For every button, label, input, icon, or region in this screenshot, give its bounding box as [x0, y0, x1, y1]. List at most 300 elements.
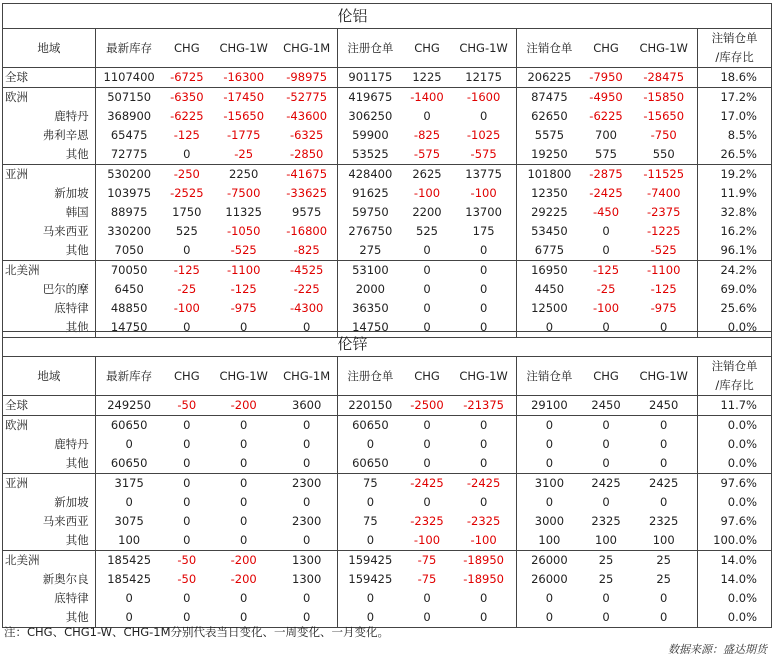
table-cell: 100 [630, 531, 697, 551]
column-header: CHG-1W [630, 357, 697, 396]
table-cell: -125 [582, 261, 630, 281]
table-cell: -125 [163, 261, 211, 281]
table-cell: 0.0% [698, 493, 772, 512]
table-cell: -575 [403, 145, 451, 165]
table-cell: -15650 [223, 109, 265, 123]
region-label: 马来西亚 [3, 512, 96, 531]
table-cell: 26000 [531, 572, 568, 586]
table-cell: 368900 [107, 109, 152, 123]
table-cell: 72775 [95, 145, 162, 165]
location-row [3, 512, 772, 531]
table-cell: 25.6% [698, 299, 772, 318]
region-row [3, 165, 772, 185]
table-title: 伦铝 [337, 4, 771, 29]
table-cell: 0 [423, 591, 431, 605]
table-cell: -75 [417, 572, 437, 586]
data-source: 数据来源：盛达期货 [668, 643, 767, 656]
table-cell: 0 [517, 454, 582, 474]
column-header: CHG [582, 29, 630, 68]
table-cell: 0 [211, 454, 276, 474]
table-cell: -7400 [630, 184, 697, 203]
table-cell: 2250 [211, 165, 276, 185]
region-row [3, 396, 772, 416]
table-cell: 530200 [95, 165, 162, 185]
table-cell: 13700 [451, 203, 516, 222]
table-cell: 3100 [517, 474, 582, 494]
column-header: CHG-1W [211, 357, 276, 396]
table-cell: -6225 [170, 109, 204, 123]
table-cell: 0 [582, 608, 630, 628]
table-cell: 100.0% [698, 531, 772, 551]
table-cell: 0.0% [698, 318, 772, 338]
table-cell: 525 [175, 224, 198, 238]
column-header: CHG-1W [451, 357, 516, 396]
table-cell: 14.0% [698, 570, 772, 589]
location-row [3, 145, 772, 165]
table-cell: -100 [413, 186, 441, 200]
table-cell: -1775 [226, 128, 261, 142]
column-header: CHG [163, 29, 211, 68]
location-row [3, 126, 772, 145]
table-cell: -50 [163, 551, 211, 571]
table-cell: 0 [517, 416, 582, 436]
table-cell: 0 [451, 589, 516, 608]
table-cell: 0 [211, 416, 276, 436]
table-cell: -25 [177, 282, 197, 296]
table-cell: 0 [403, 454, 451, 474]
location-row [3, 454, 772, 474]
table-cell: 25 [598, 572, 614, 586]
table-cell: 0 [183, 495, 191, 509]
column-header: CHG [163, 357, 211, 396]
table-cell: -50 [177, 572, 197, 586]
table-cell: 0 [276, 454, 337, 474]
table-cell: 101800 [517, 165, 582, 185]
table-cell: 306250 [348, 109, 393, 123]
table-cell: 0 [163, 145, 211, 165]
region-label: 底特律 [3, 299, 96, 318]
column-header: 注销仓单 [517, 29, 582, 68]
table-cell: 29225 [531, 205, 568, 219]
table-cell: -43600 [276, 107, 337, 126]
region-row [3, 88, 772, 108]
table-cell: 60650 [337, 454, 402, 474]
table-cell: 2625 [403, 165, 451, 185]
region-label: 其他 [3, 531, 96, 551]
table-cell: 0 [451, 107, 516, 126]
table-cell: -2500 [403, 396, 451, 416]
table-cell: 26.5% [698, 145, 772, 165]
table-cell: 2450 [630, 396, 697, 416]
table-cell: 275 [337, 241, 402, 261]
table-cell: 700 [595, 128, 617, 142]
region-label: 新奥尔良 [3, 570, 96, 589]
table-cell: 0 [630, 435, 697, 454]
table-cell: 525 [416, 224, 438, 238]
table-cell: 0 [451, 416, 516, 436]
table-cell: 0 [211, 608, 276, 628]
column-header: CHG-1W [211, 29, 276, 68]
table-cell: 1300 [276, 570, 337, 589]
region-label: 新加坡 [3, 184, 96, 203]
table-cell: 91625 [352, 186, 389, 200]
table-cell: 62650 [531, 109, 568, 123]
table-cell: 2325 [591, 514, 621, 528]
table-cell: 8.5% [698, 126, 772, 145]
table-cell: 0 [451, 493, 516, 512]
table-cell: 25 [582, 551, 630, 571]
table-cell: 0 [582, 416, 630, 436]
table-cell: -75 [403, 551, 451, 571]
table-cell: 0 [602, 495, 610, 509]
table-cell: 0 [337, 531, 402, 551]
header-row [3, 357, 772, 396]
table-cell: -2425 [589, 186, 623, 200]
table-cell: -6225 [589, 109, 623, 123]
column-header: 地域 [3, 357, 96, 396]
table-cell: -975 [230, 301, 257, 315]
table-cell: 0 [423, 437, 431, 451]
table-cell: -15650 [630, 107, 697, 126]
table-cell: -125 [173, 128, 200, 142]
table-cell: 0 [211, 318, 276, 338]
table-cell: 88975 [110, 205, 148, 219]
table-cell: 0 [125, 437, 133, 451]
table-cell: 0 [163, 531, 211, 551]
table-cell: 0 [403, 241, 451, 261]
region-label: 新加坡 [3, 493, 96, 512]
location-row [3, 241, 772, 261]
table-cell: 65475 [110, 128, 148, 142]
table-cell: 2200 [412, 205, 442, 219]
region-label: 鹿特丹 [3, 107, 96, 126]
table-cell: 75 [363, 514, 378, 528]
table-cell: -50 [163, 396, 211, 416]
table-cell: 0 [95, 608, 162, 628]
table-cell: 100 [582, 531, 630, 551]
table-cell: -2875 [582, 165, 630, 185]
region-label: 北美洲 [3, 261, 96, 281]
region-label: 其他 [3, 608, 96, 628]
region-label: 其他 [3, 318, 96, 338]
table-cell: -7500 [226, 186, 261, 200]
table-cell: 2000 [355, 282, 385, 296]
region-label: 北美洲 [3, 551, 96, 571]
table-cell: -25 [211, 145, 276, 165]
table-cell: 428400 [337, 165, 402, 185]
table-cell: 0 [582, 454, 630, 474]
column-header: 最新库存 [95, 29, 162, 68]
region-label: 亚洲 [3, 474, 96, 494]
table-cell: 185425 [95, 551, 162, 571]
table-cell: 3075 [114, 514, 144, 528]
table-cell: 507150 [95, 88, 162, 108]
table-cell: 2300 [276, 474, 337, 494]
region-label: 底特律 [3, 589, 96, 608]
table-cell: 0 [602, 224, 610, 238]
aluminum-inventory-table [2, 3, 772, 338]
table-cell: 25 [630, 551, 697, 571]
table-cell: 5575 [534, 128, 565, 142]
region-row [3, 261, 772, 281]
table-cell: 0 [630, 493, 697, 512]
region-label: 其他 [3, 241, 96, 261]
table-cell: 2450 [582, 396, 630, 416]
region-row [3, 416, 772, 436]
column-header: CHG [403, 357, 451, 396]
table-cell: 25 [630, 570, 697, 589]
table-cell: 6775 [517, 241, 582, 261]
table-cell: 0.0% [698, 454, 772, 474]
table-cell: 0 [630, 318, 697, 338]
table-cell: -975 [630, 299, 697, 318]
footnote: 注：CHG、CHG1-W、CHG-1M分别代表当日变化、一周变化、一月变化。 [4, 625, 390, 639]
table-cell: 0 [276, 589, 337, 608]
table-cell: 3000 [534, 514, 565, 528]
header-row [3, 29, 772, 68]
table-cell: 0 [276, 493, 337, 512]
table-cell: 59900 [352, 128, 389, 142]
table-cell: -200 [211, 396, 276, 416]
table-cell: 0 [630, 589, 697, 608]
table-cell: 60650 [95, 454, 162, 474]
table-cell: -100 [451, 531, 516, 551]
table-cell: 0 [276, 435, 337, 454]
table-cell: 53450 [531, 224, 568, 238]
table-cell: -52775 [276, 88, 337, 108]
table-cell: 0 [582, 241, 630, 261]
location-row [3, 280, 772, 299]
table-cell: -125 [630, 280, 697, 299]
table-cell: 0 [366, 495, 375, 509]
region-label: 全球 [3, 68, 96, 88]
table-cell: -18950 [451, 570, 516, 589]
table-cell: 0 [366, 591, 375, 605]
table-cell: -2425 [451, 474, 516, 494]
table-cell: -18950 [451, 551, 516, 571]
table-cell: 29100 [517, 396, 582, 416]
table-cell: 0 [423, 282, 431, 296]
table-cell: 60650 [95, 416, 162, 436]
table-cell: -1100 [211, 261, 276, 281]
table-cell: 0 [276, 608, 337, 628]
table-cell: -2425 [403, 474, 451, 494]
table-cell: 0 [403, 608, 451, 628]
location-row [3, 589, 772, 608]
table-cell: 13775 [451, 165, 516, 185]
table-cell: -2325 [410, 514, 444, 528]
table-cell: 36350 [352, 301, 389, 315]
table-cell: 19250 [517, 145, 582, 165]
table-cell: 0 [163, 454, 211, 474]
column-header: CHG-1W [451, 29, 516, 68]
table-cell: 159425 [337, 551, 402, 571]
table-cell: -1400 [403, 88, 451, 108]
table-cell: 100 [517, 531, 582, 551]
table-cell: 0 [276, 318, 337, 338]
table-cell: 12175 [451, 68, 516, 88]
table-cell: -2525 [170, 186, 204, 200]
table-cell: 17.0% [698, 107, 772, 126]
table-cell: 60650 [337, 416, 402, 436]
column-header: 注销仓单 /库存比 [698, 29, 772, 68]
table-cell: -525 [211, 241, 276, 261]
table-cell: 0 [211, 531, 276, 551]
region-label: 鹿特丹 [3, 435, 96, 454]
table-cell: 0 [630, 454, 697, 474]
table-cell: 0.0% [698, 608, 772, 628]
table-cell: -250 [163, 165, 211, 185]
location-row [3, 493, 772, 512]
table-cell: 330200 [107, 224, 152, 238]
table-cell: -825 [413, 128, 441, 142]
table-title: 伦锌 [337, 332, 771, 357]
table-cell: 0 [337, 608, 402, 628]
table-cell: 53100 [337, 261, 402, 281]
table-cell: 1750 [172, 205, 202, 219]
location-row [3, 203, 772, 222]
table-cell: 220150 [337, 396, 402, 416]
table-cell: 19.2% [698, 165, 772, 185]
region-label: 其他 [3, 454, 96, 474]
table-cell: 1107400 [95, 68, 162, 88]
table-cell: 0 [403, 416, 451, 436]
location-row [3, 570, 772, 589]
table-cell: 0 [451, 435, 516, 454]
region-row [3, 474, 772, 494]
column-header: 地域 [3, 29, 96, 68]
table-cell: 16950 [517, 261, 582, 281]
column-header: 注册仓单 [337, 29, 402, 68]
table-cell: 0 [423, 301, 431, 315]
table-cell: 0 [451, 454, 516, 474]
table-cell: 14750 [95, 318, 162, 338]
table-cell: 32.8% [698, 203, 772, 222]
table-cell: -100 [592, 301, 620, 315]
table-cell: 11.9% [698, 184, 772, 203]
table-cell: -98975 [276, 68, 337, 88]
table-cell: 0 [451, 608, 516, 628]
table-cell: -25 [596, 282, 616, 296]
table-cell: 0 [423, 109, 431, 123]
table-cell: 575 [582, 145, 630, 165]
region-row [3, 551, 772, 571]
table-cell: -100 [451, 184, 516, 203]
table-cell: 2300 [276, 512, 337, 531]
region-label: 亚洲 [3, 165, 96, 185]
location-row [3, 299, 772, 318]
table-cell: 0 [125, 591, 133, 605]
location-row [3, 107, 772, 126]
table-cell: 2425 [630, 474, 697, 494]
table-cell: -16300 [211, 68, 276, 88]
table-cell: 26000 [517, 551, 582, 571]
table-cell: 185425 [107, 572, 152, 586]
column-header: 注册仓单 [337, 357, 402, 396]
table-cell: 18.6% [698, 68, 772, 88]
table-cell: -1050 [226, 224, 261, 238]
table-cell: 0 [517, 318, 582, 338]
table-cell: 0 [211, 474, 276, 494]
location-row [3, 531, 772, 551]
table-cell: -11525 [630, 165, 697, 185]
table-cell: -100 [173, 301, 200, 315]
table-cell: 901175 [337, 68, 402, 88]
table-cell: 0 [423, 495, 431, 509]
region-label: 弗利辛恩 [3, 126, 96, 145]
table-cell: 0.0% [698, 589, 772, 608]
table-cell: 276750 [348, 224, 393, 238]
table-cell: -1100 [630, 261, 697, 281]
location-row [3, 222, 772, 241]
table-cell: 75 [337, 474, 402, 494]
table-cell: 0 [125, 495, 133, 509]
table-cell: 0 [240, 495, 248, 509]
table-cell: 0 [276, 531, 337, 551]
column-header: 最新库存 [95, 357, 162, 396]
table-cell: 0 [240, 514, 248, 528]
table-cell: 206225 [517, 68, 582, 88]
table-cell: 0 [240, 437, 248, 451]
table-cell: 0 [403, 318, 451, 338]
table-cell: -17450 [211, 88, 276, 108]
table-cell: 0 [602, 437, 610, 451]
table-cell: -6350 [163, 88, 211, 108]
column-header: 注销仓单 [517, 357, 582, 396]
table-cell: 69.0% [698, 280, 772, 299]
table-cell: -41675 [276, 165, 337, 185]
table-cell: 3175 [95, 474, 162, 494]
region-label: 韩国 [3, 203, 96, 222]
table-cell: 97.6% [698, 512, 772, 531]
table-cell: 249250 [95, 396, 162, 416]
table-cell: -28475 [630, 68, 697, 88]
table-cell: 0 [582, 318, 630, 338]
table-cell: 0 [163, 318, 211, 338]
table-cell: 0 [163, 241, 211, 261]
table-cell: 0 [163, 608, 211, 628]
table-cell: -100 [403, 531, 451, 551]
table-cell: 48850 [110, 301, 148, 315]
table-cell: 103975 [107, 186, 152, 200]
table-cell: -21375 [451, 396, 516, 416]
table-cell: 3600 [276, 396, 337, 416]
table-cell: 17.2% [698, 88, 772, 108]
table-cell: 0 [403, 261, 451, 281]
table-cell: -225 [276, 280, 337, 299]
table-cell: 0 [163, 416, 211, 436]
table-cell: -825 [276, 241, 337, 261]
table-cell: 0 [545, 437, 554, 451]
table-cell: 0 [630, 608, 697, 628]
location-row [3, 184, 772, 203]
table-cell: 0.0% [698, 416, 772, 436]
table-cell: -6325 [276, 126, 337, 145]
table-cell: 0 [451, 261, 516, 281]
table-cell: 4450 [534, 282, 565, 296]
table-cell: -15850 [630, 88, 697, 108]
table-cell: -450 [592, 205, 620, 219]
column-header: CHG-1W [630, 29, 697, 68]
table-cell: 0 [545, 591, 554, 605]
table-cell: -2375 [630, 203, 697, 222]
table-cell: 0 [451, 318, 516, 338]
table-cell: 7050 [95, 241, 162, 261]
table-cell: -2850 [276, 145, 337, 165]
region-label: 全球 [3, 396, 96, 416]
table-cell: 1300 [276, 551, 337, 571]
table-cell: 159425 [348, 572, 393, 586]
